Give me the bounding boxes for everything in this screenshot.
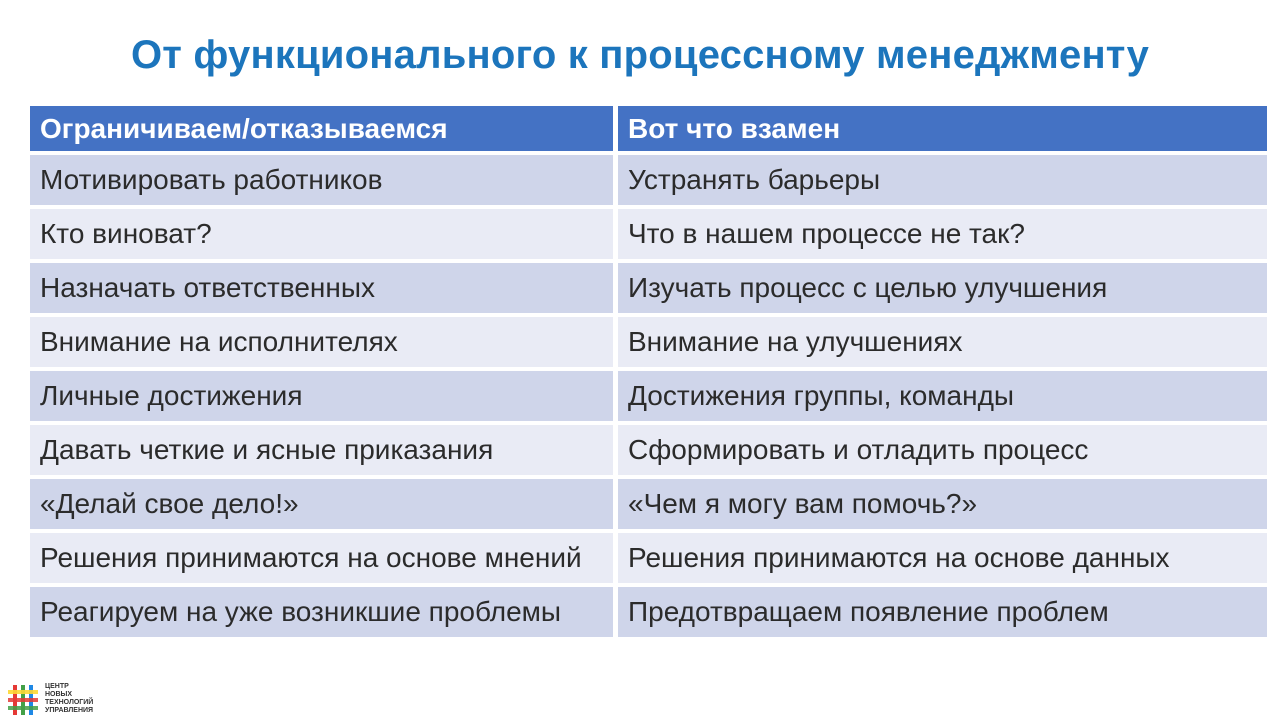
table-row: [30, 317, 1267, 367]
table-row: [30, 533, 1267, 583]
logo-text: [45, 683, 125, 715]
cell-restrict: Кто виноват?: [30, 209, 613, 259]
cell-restrict: Решения принимаются на основе мнений: [30, 533, 613, 583]
table-header-row: [30, 106, 1267, 151]
logo-line: УПРАВЛЕНИЯ: [45, 707, 94, 714]
cell-restrict: Давать четкие и ясные приказания: [30, 425, 613, 475]
cell-restrict: Назначать ответственных: [30, 263, 613, 313]
logo-line: ТЕХНОЛОГИЙ: [45, 699, 94, 706]
header-restrict: Ограничиваем/отказываемся: [30, 106, 613, 151]
table-row: [30, 479, 1267, 529]
cell-restrict: Мотивировать работников: [30, 155, 613, 205]
slide-title: От функционального к процессному менеджменту: [130, 33, 1150, 77]
table-row: [30, 263, 1267, 313]
cell-instead: Что в нашем процессе не так?: [618, 209, 1267, 259]
table-row: [30, 425, 1267, 475]
cell-instead: Изучать процесс с целью улучшения: [618, 263, 1267, 313]
cell-restrict: Реагируем на уже возникшие проблемы: [30, 587, 613, 637]
table-row: [30, 587, 1267, 637]
cell-restrict: Личные достижения: [30, 371, 613, 421]
table-row: [30, 209, 1267, 259]
logo-line: НОВЫХ: [45, 691, 73, 698]
comparison-table: [25, 102, 1272, 641]
cell-instead: Предотвращаем появление проблем: [618, 587, 1267, 637]
cell-restrict: Внимание на исполнителях: [30, 317, 613, 367]
cell-instead: Сформировать и отладить процесс: [618, 425, 1267, 475]
cell-restrict: «Делай свое дело!»: [30, 479, 613, 529]
logo-line: ЦЕНТР: [45, 683, 69, 690]
cell-instead: «Чем я могу вам помочь?»: [618, 479, 1267, 529]
cell-instead: Внимание на улучшениях: [618, 317, 1267, 367]
header-instead: Вот что взамен: [618, 106, 1267, 151]
logo-grid-icon: [8, 685, 38, 715]
cell-instead: Устранять барьеры: [618, 155, 1267, 205]
table-row: [30, 371, 1267, 421]
cell-instead: Достижения группы, команды: [618, 371, 1267, 421]
cell-instead: Решения принимаются на основе данных: [618, 533, 1267, 583]
table-row: [30, 155, 1267, 205]
